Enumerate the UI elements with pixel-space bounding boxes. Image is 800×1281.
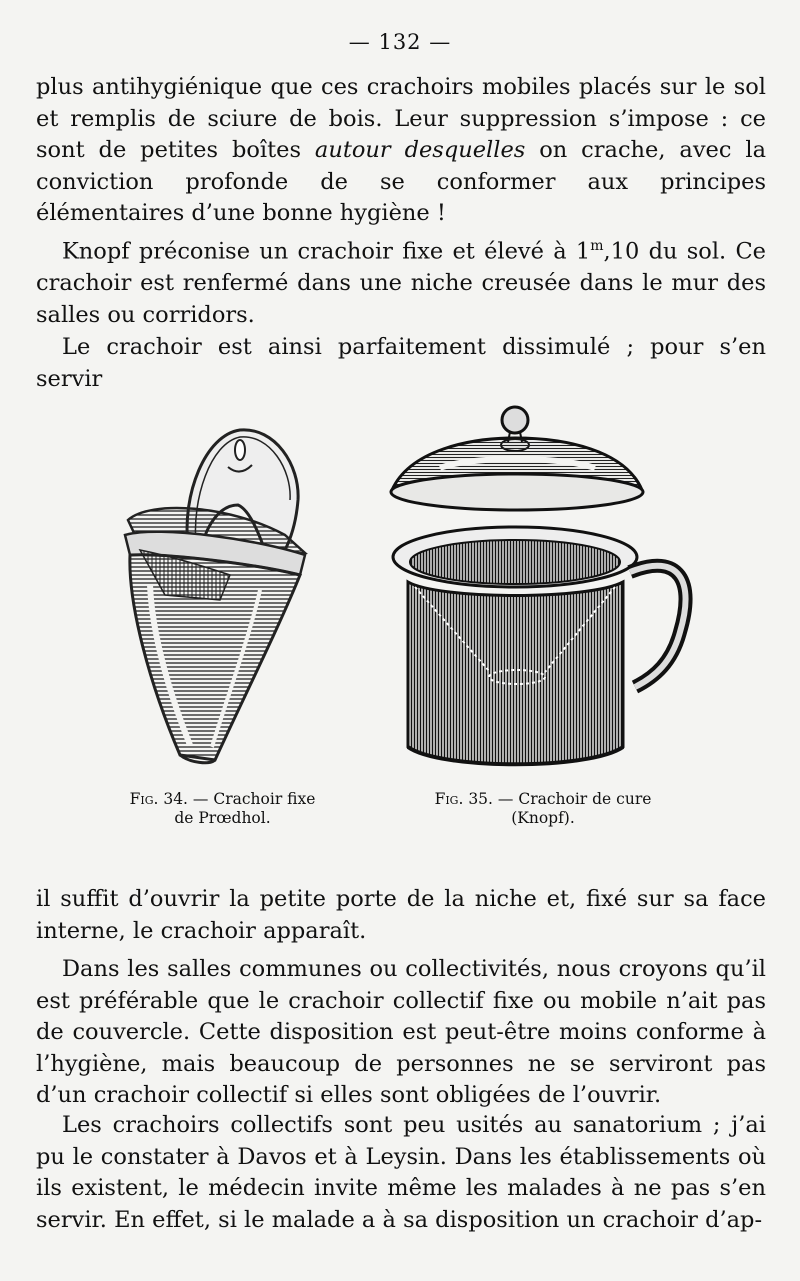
paragraph-2-text-b: ,10 du sol. Ce crachoir est renfermé dans une niche creusée dans le mur des salles ou corridors.: [36, 238, 767, 328]
figure-34-caption: [100, 790, 345, 828]
figure-35-caption-line1: — Crachoir de cure: [492, 790, 652, 808]
cure-spittoon-drawing: [380, 402, 700, 774]
figure-34-illustration: [110, 425, 320, 770]
paragraph-2-text-a: Knopf préconise un crachoir fixe et élevé à 1: [62, 238, 591, 265]
paragraph-2-superscript: m: [590, 238, 604, 254]
figure-34-label: Fig. 34.: [129, 790, 188, 808]
figure-34-caption-line1: — Crachoir fixe: [188, 790, 316, 808]
paragraph-1-emphasis: autour desquelles: [314, 137, 526, 163]
paragraph-1: [36, 72, 766, 230]
paragraph-3: Le crachoir est ainsi parfaitement dissimulé ; pour s’en servir: [36, 334, 766, 392]
wall-spittoon-drawing: [110, 425, 320, 770]
paragraph-2: [36, 231, 766, 331]
page-number: — 132 —: [348, 30, 452, 54]
figure-35-illustration: [380, 402, 700, 774]
paragraph-1-text-b: on crache, avec la conviction profonde de se conformer aux principes élémentaires d’une bonne hygiène !: [36, 137, 766, 226]
figure-35-caption-line2: (Knopf).: [511, 809, 575, 827]
paragraph-5: Dans les salles communes ou collectivités, nous croyons qu’il est préférable que le crachoir collectif fixe ou mobile n’ait pas de couvercle. Cette disposition est peut-être moins conforme à l’hygiène, mais beaucoup de personnes ne se serviront pas d’un crachoir collectif si elles sont obligées de l’ouvrir.: [36, 956, 766, 1108]
figure-35-label: Fig. 35.: [434, 790, 493, 808]
figure-35-caption: [408, 790, 678, 828]
paragraph-1-text-a: plus antihygiénique que ces crachoirs mobiles placés sur le sol et remplis de sciure de bois. Leur suppression s’impose : ce sont de petites boîtes: [36, 74, 766, 163]
figure-34-caption-line2: de Prœdhol.: [174, 809, 271, 827]
paragraph-4: il suffit d’ouvrir la petite porte de la niche et, fixé sur sa face interne, le crachoir apparaît.: [36, 886, 766, 944]
paragraph-6: Les crachoirs collectifs sont peu usités au sanatorium ; j’ai pu le constater à Davos et à Leysin. Dans les établissements où ils existent, le médecin invite même les malades à ne pas s’en servir. En effet, si le malade a à sa disposition un crachoir d’ap-: [36, 1112, 766, 1233]
